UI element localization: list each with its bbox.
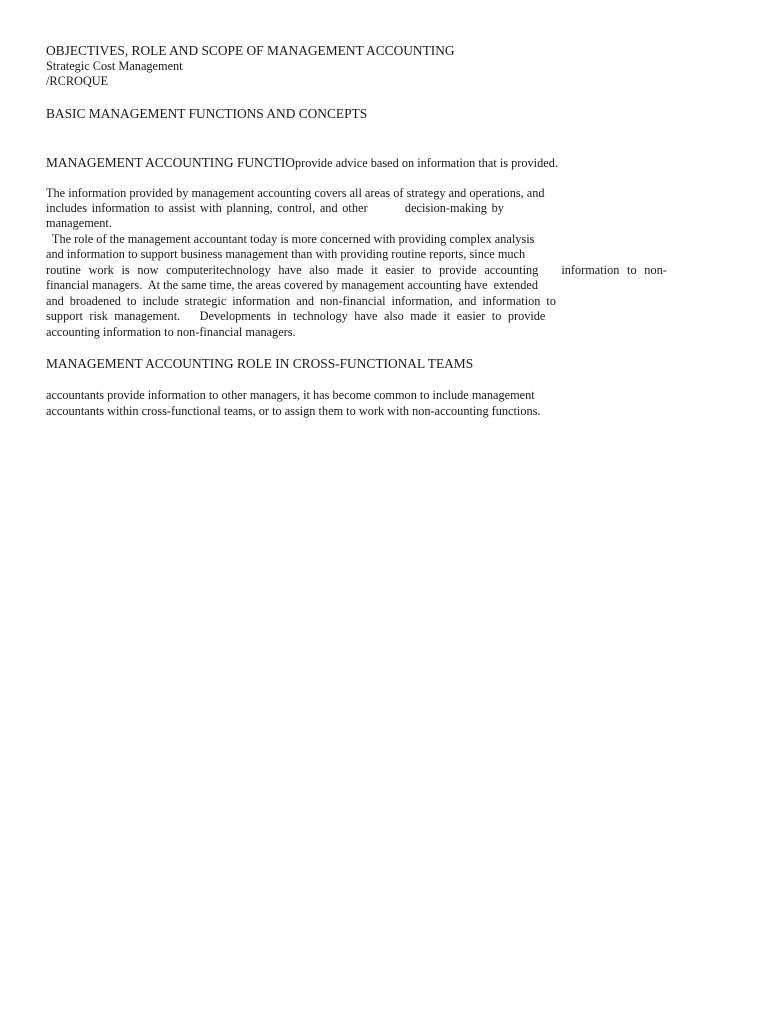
paragraph-line: accounting information to non-financial managers. bbox=[46, 325, 296, 339]
paragraph-line: financial managers. At the same time, the areas covered by management accounting have extended bbox=[46, 278, 539, 292]
section-heading-functions bbox=[46, 155, 558, 171]
section-heading-functions-tail: provide advice based on information that is provided. bbox=[294, 156, 558, 170]
paragraph-line: support risk management. Developments in technology have also made it easier to provide bbox=[46, 309, 546, 323]
document-subtitle: Strategic Cost Management bbox=[46, 59, 183, 73]
paragraph-line: and broadened to include strategic information and non-financial information, and information to bbox=[46, 294, 556, 308]
section-heading-basic-functions: BASIC MANAGEMENT FUNCTIONS AND CONCEPTS bbox=[46, 106, 368, 121]
paragraph-line: management. bbox=[46, 216, 112, 230]
paragraph-line: accountants within cross-functional teams, or to assign them to work with non-accounting functions. bbox=[46, 404, 541, 418]
paragraph-line: routine work is now computeritechnology have also made it easier to provide accounting information to non- bbox=[46, 263, 667, 277]
section-heading-functions-label: MANAGEMENT ACCOUNTING FUNCTIO bbox=[46, 155, 295, 170]
paragraph-line: The information provided by management accounting covers all areas of strategy and operations, and bbox=[46, 186, 545, 200]
paragraph-line: includes information to assist with planning, control, and other decision-making by bbox=[46, 201, 504, 215]
document-author: /RCROQUE bbox=[46, 74, 109, 88]
paragraph-line: and information to support business management than with providing routine reports, since much bbox=[46, 247, 526, 261]
section-heading-cross-functional: MANAGEMENT ACCOUNTING ROLE IN CROSS-FUNCTIONAL TEAMS bbox=[46, 356, 474, 371]
document-title: OBJECTIVES, ROLE AND SCOPE OF MANAGEMENT ACCOUNTING bbox=[46, 43, 455, 58]
paragraph-line: accountants provide information to other managers, it has become common to include management bbox=[46, 388, 535, 402]
paragraph-line: The role of the management accountant today is more concerned with providing complex analysis bbox=[46, 232, 535, 246]
